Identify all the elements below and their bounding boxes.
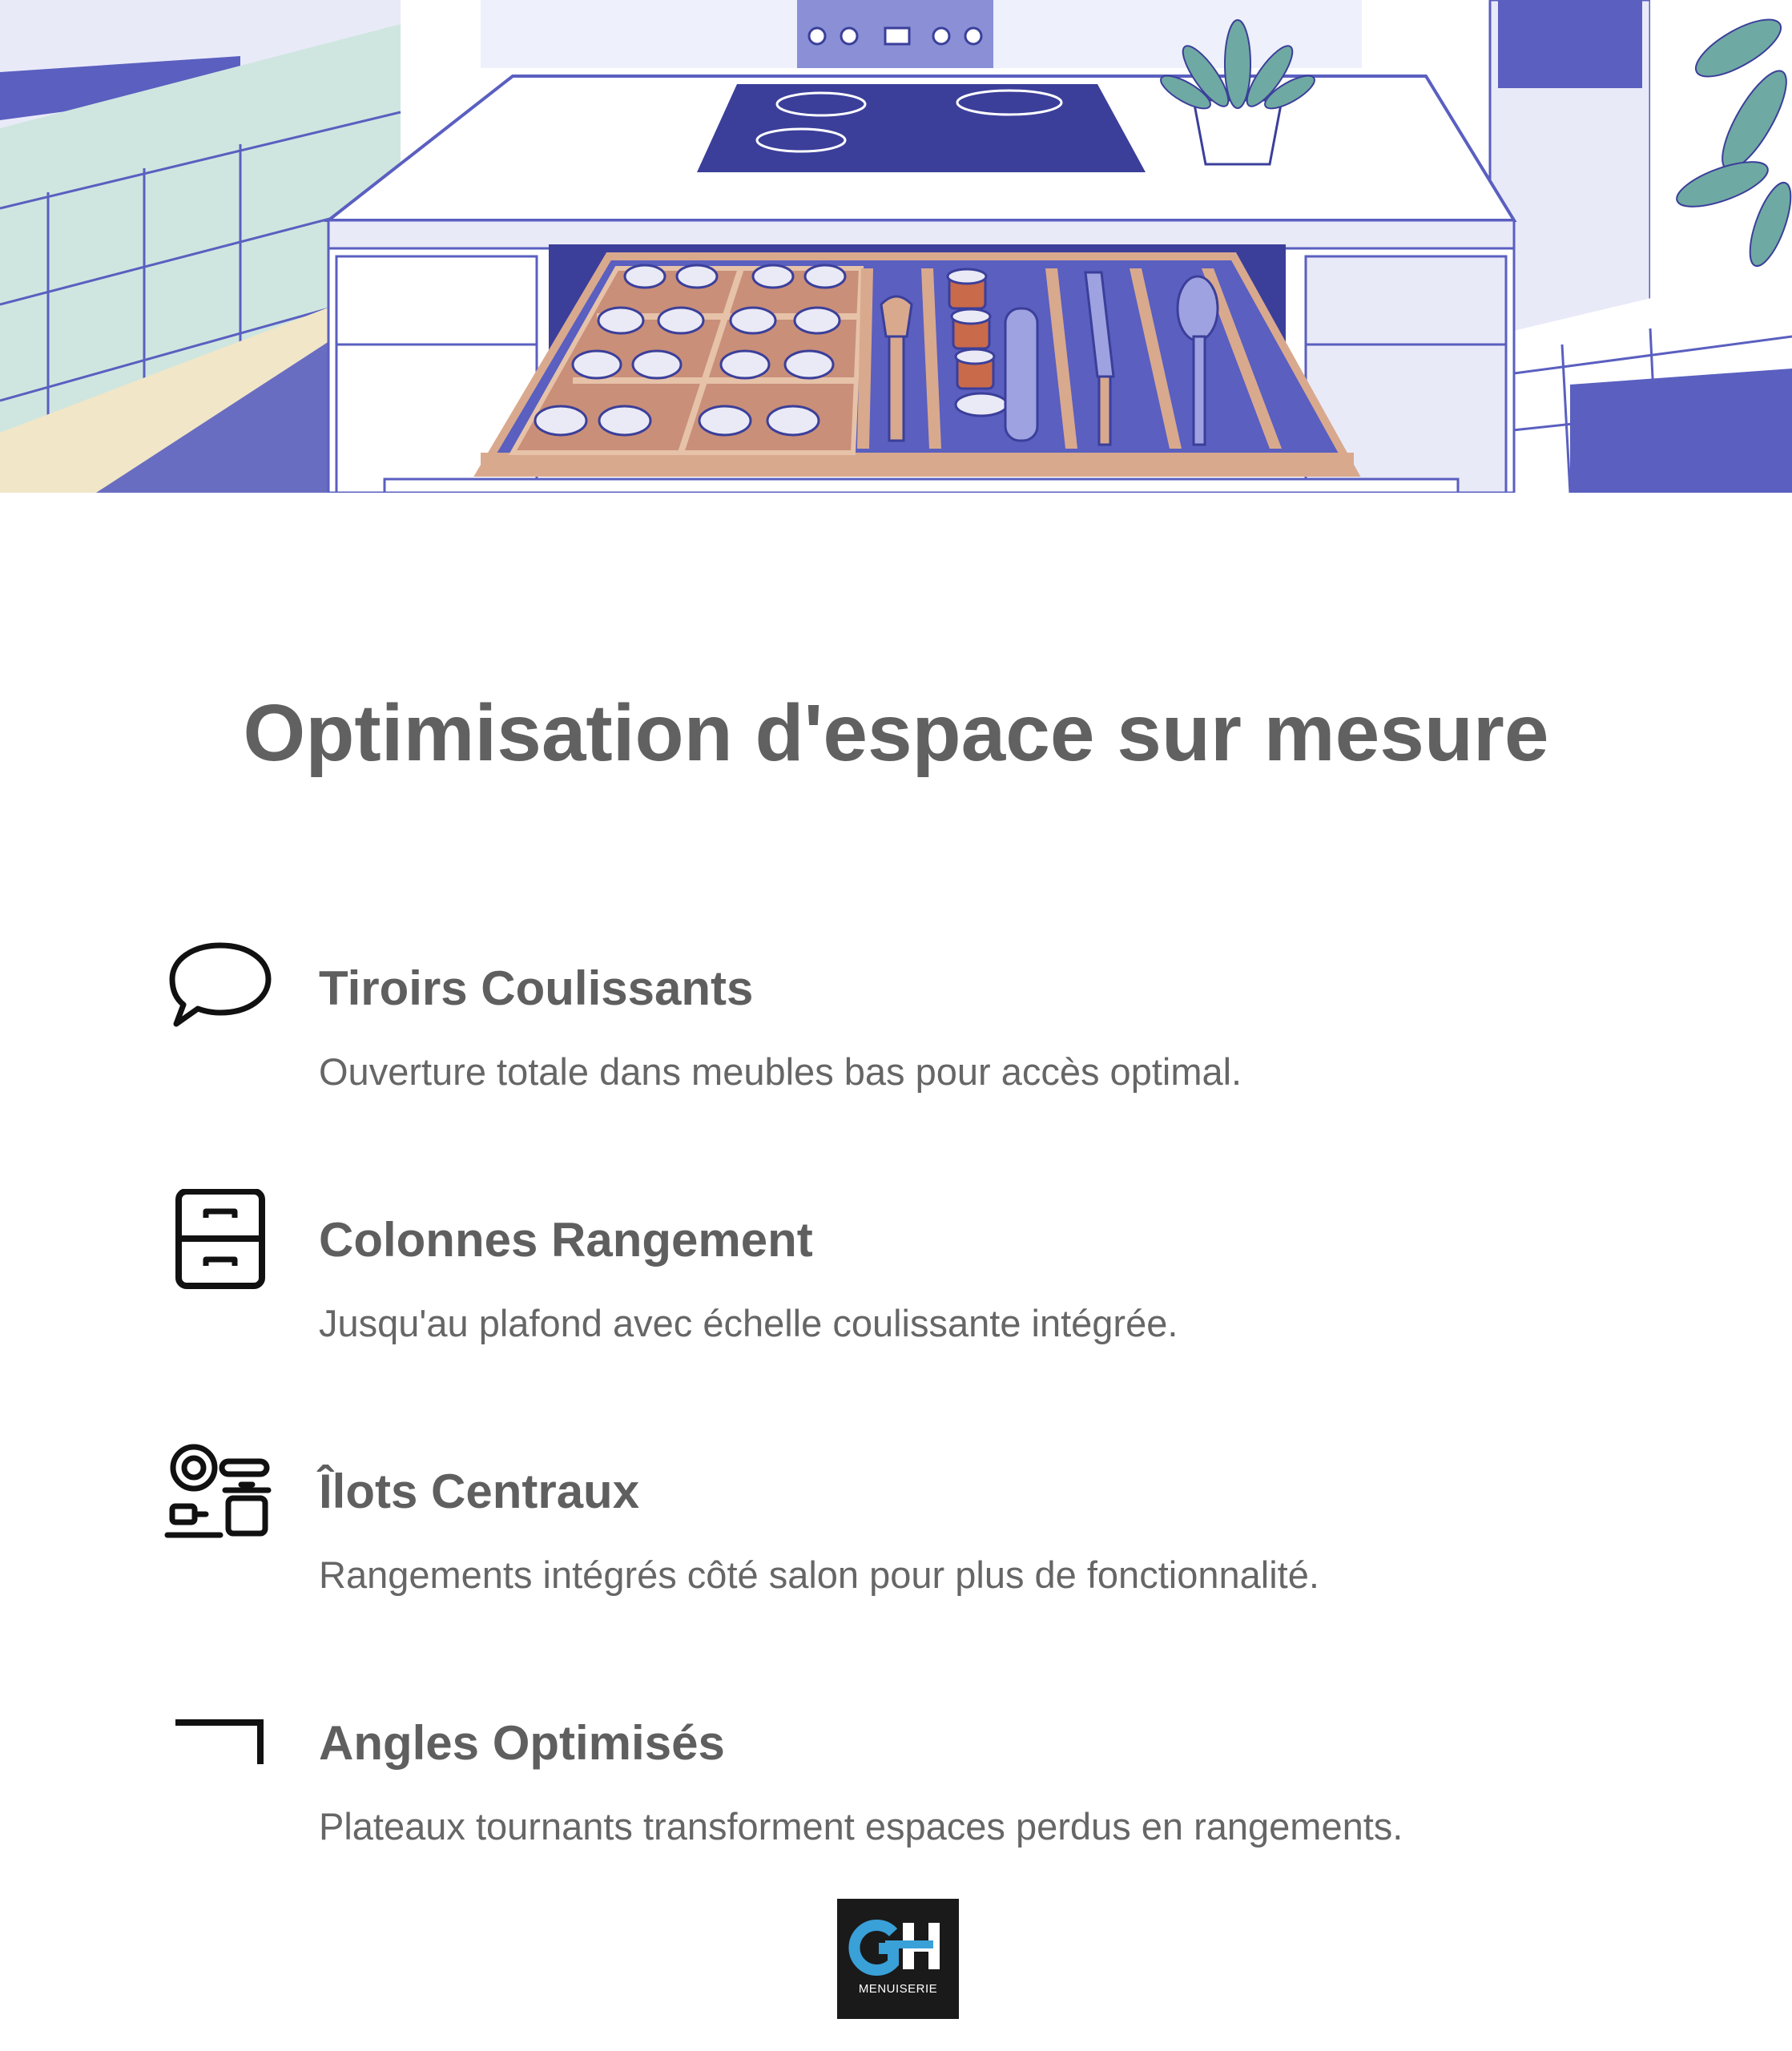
feature-item-colonnes: [0, 1189, 1792, 1381]
hero-illustration: [0, 0, 1792, 493]
kitchen-cookware-icon: [164, 1441, 276, 1553]
speech-bubble-icon: [164, 937, 276, 1050]
feature-item-tiroirs: [0, 937, 1792, 1130]
feature-title: Tiroirs Coulissants: [319, 961, 754, 1015]
feature-title: Îlots Centraux: [319, 1465, 640, 1518]
feature-title: Angles Optimisés: [319, 1716, 725, 1770]
kitchen-drawer-illustration: [0, 0, 1792, 493]
feature-description: Ouverture totale dans meubles bas pour accès optimal.: [319, 1050, 1242, 1093]
brand-logo: [837, 1899, 959, 2019]
drawer-cabinet-icon: [164, 1189, 276, 1301]
page-title: Optimisation d'espace sur mesure: [243, 688, 1549, 778]
feature-description: Plateaux tournants transforment espaces perdus en rangements.: [319, 1805, 1403, 1848]
feature-description: Rangements intégrés côté salon pour plus de fonctionnalité.: [319, 1553, 1319, 1596]
feature-item-ilots: [0, 1441, 1792, 1633]
feature-title: Colonnes Rangement: [319, 1213, 813, 1267]
logo-label: MENUISERIE: [858, 1982, 938, 1996]
feature-item-angles: [0, 1692, 1792, 1884]
feature-description: Jusqu'au plafond avec échelle coulissante intégrée.: [319, 1302, 1178, 1344]
corner-angle-icon: [164, 1692, 276, 1804]
gh-logo-mark: [837, 1899, 959, 1982]
